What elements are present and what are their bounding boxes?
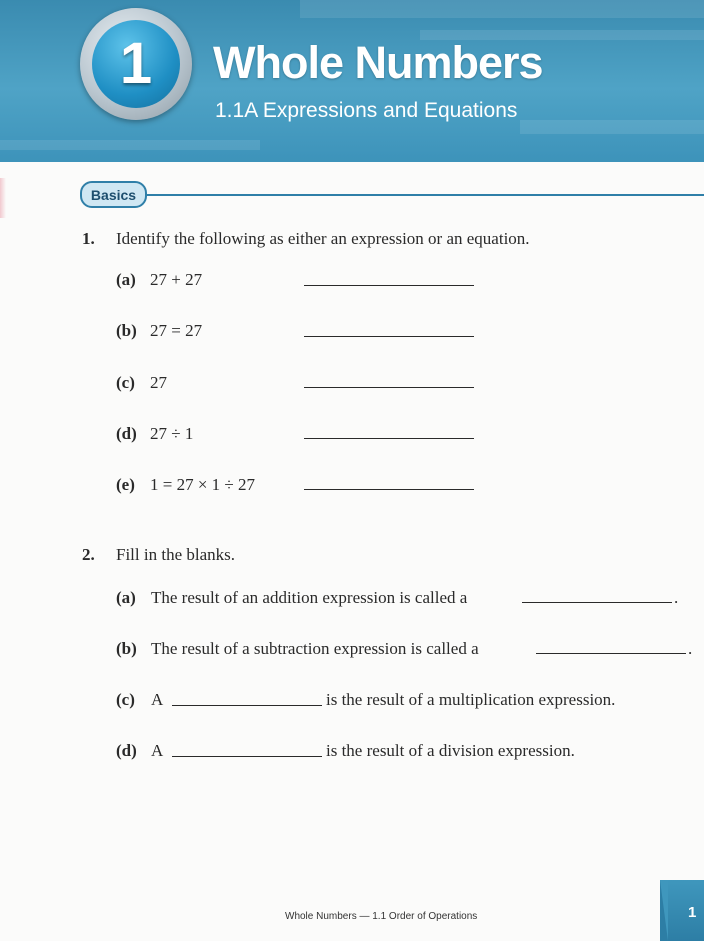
q1-part-b-label: (b) xyxy=(116,321,137,340)
q2-part-a-period: . xyxy=(674,588,679,607)
q2-part-b-text: The result of a subtraction expression is called a xyxy=(151,639,479,658)
q1-part-d-label: (d) xyxy=(116,424,137,443)
q1-part-e-label: (e) xyxy=(116,475,135,494)
q1-part-a-label: (a) xyxy=(116,270,136,289)
section-title: 1.1A Expressions and Equations xyxy=(215,99,518,122)
question-1-number: 1. xyxy=(82,229,95,248)
q2-part-c-label: (c) xyxy=(116,690,135,709)
q1-part-a-text: 27 + 27 xyxy=(150,270,203,289)
page-edge-mark xyxy=(0,178,6,218)
q2-part-b-answer-blank[interactable] xyxy=(536,653,686,654)
q2-part-c-answer-blank[interactable] xyxy=(172,705,322,706)
q1-part-e-answer-blank[interactable] xyxy=(304,489,474,490)
q2-part-c-after: is the result of a multiplication expression. xyxy=(326,690,616,709)
banner-stripe xyxy=(520,120,704,134)
q1-part-c-text: 27 xyxy=(150,373,167,392)
chapter-title: Whole Numbers xyxy=(213,37,543,88)
q1-part-c-answer-blank[interactable] xyxy=(304,387,474,388)
q2-part-d-after: is the result of a division expression. xyxy=(326,741,575,760)
q1-part-b-text: 27 = 27 xyxy=(150,321,203,340)
basics-divider xyxy=(147,194,704,196)
q2-part-b-label: (b) xyxy=(116,639,137,658)
chapter-badge xyxy=(92,20,180,108)
question-2-number: 2. xyxy=(82,545,95,564)
basics-label: Basics xyxy=(80,181,147,208)
q1-part-d-text: 27 ÷ 1 xyxy=(150,424,194,443)
banner-stripe xyxy=(300,0,704,18)
q2-part-d-answer-blank[interactable] xyxy=(172,756,322,757)
q1-part-e-text: 1 = 27 × 1 ÷ 27 xyxy=(150,475,256,494)
q1-part-a-answer-blank[interactable] xyxy=(304,285,474,286)
q2-part-a-label: (a) xyxy=(116,588,136,607)
page-number: 1 xyxy=(688,904,697,921)
q1-part-d-answer-blank[interactable] xyxy=(304,438,474,439)
page-corner-edge xyxy=(660,880,668,941)
q2-part-a-answer-blank[interactable] xyxy=(522,602,672,603)
q2-part-d-label: (d) xyxy=(116,741,137,760)
q2-part-a-text: The result of an addition expression is called a xyxy=(151,588,468,607)
running-footer: Whole Numbers — 1.1 Order of Operations xyxy=(285,911,478,922)
question-2-prompt: Fill in the blanks. xyxy=(116,545,235,564)
q2-part-b-period: . xyxy=(688,639,693,658)
banner-stripe xyxy=(0,140,260,150)
q1-part-c-label: (c) xyxy=(116,373,135,392)
q1-part-b-answer-blank[interactable] xyxy=(304,336,474,337)
page-corner-tab xyxy=(668,880,704,941)
q2-part-c-before: A xyxy=(151,690,164,709)
question-1-prompt: Identify the following as either an expression or an equation. xyxy=(116,229,530,248)
q2-part-d-before: A xyxy=(151,741,164,760)
chapter-number: 1 xyxy=(119,31,153,96)
